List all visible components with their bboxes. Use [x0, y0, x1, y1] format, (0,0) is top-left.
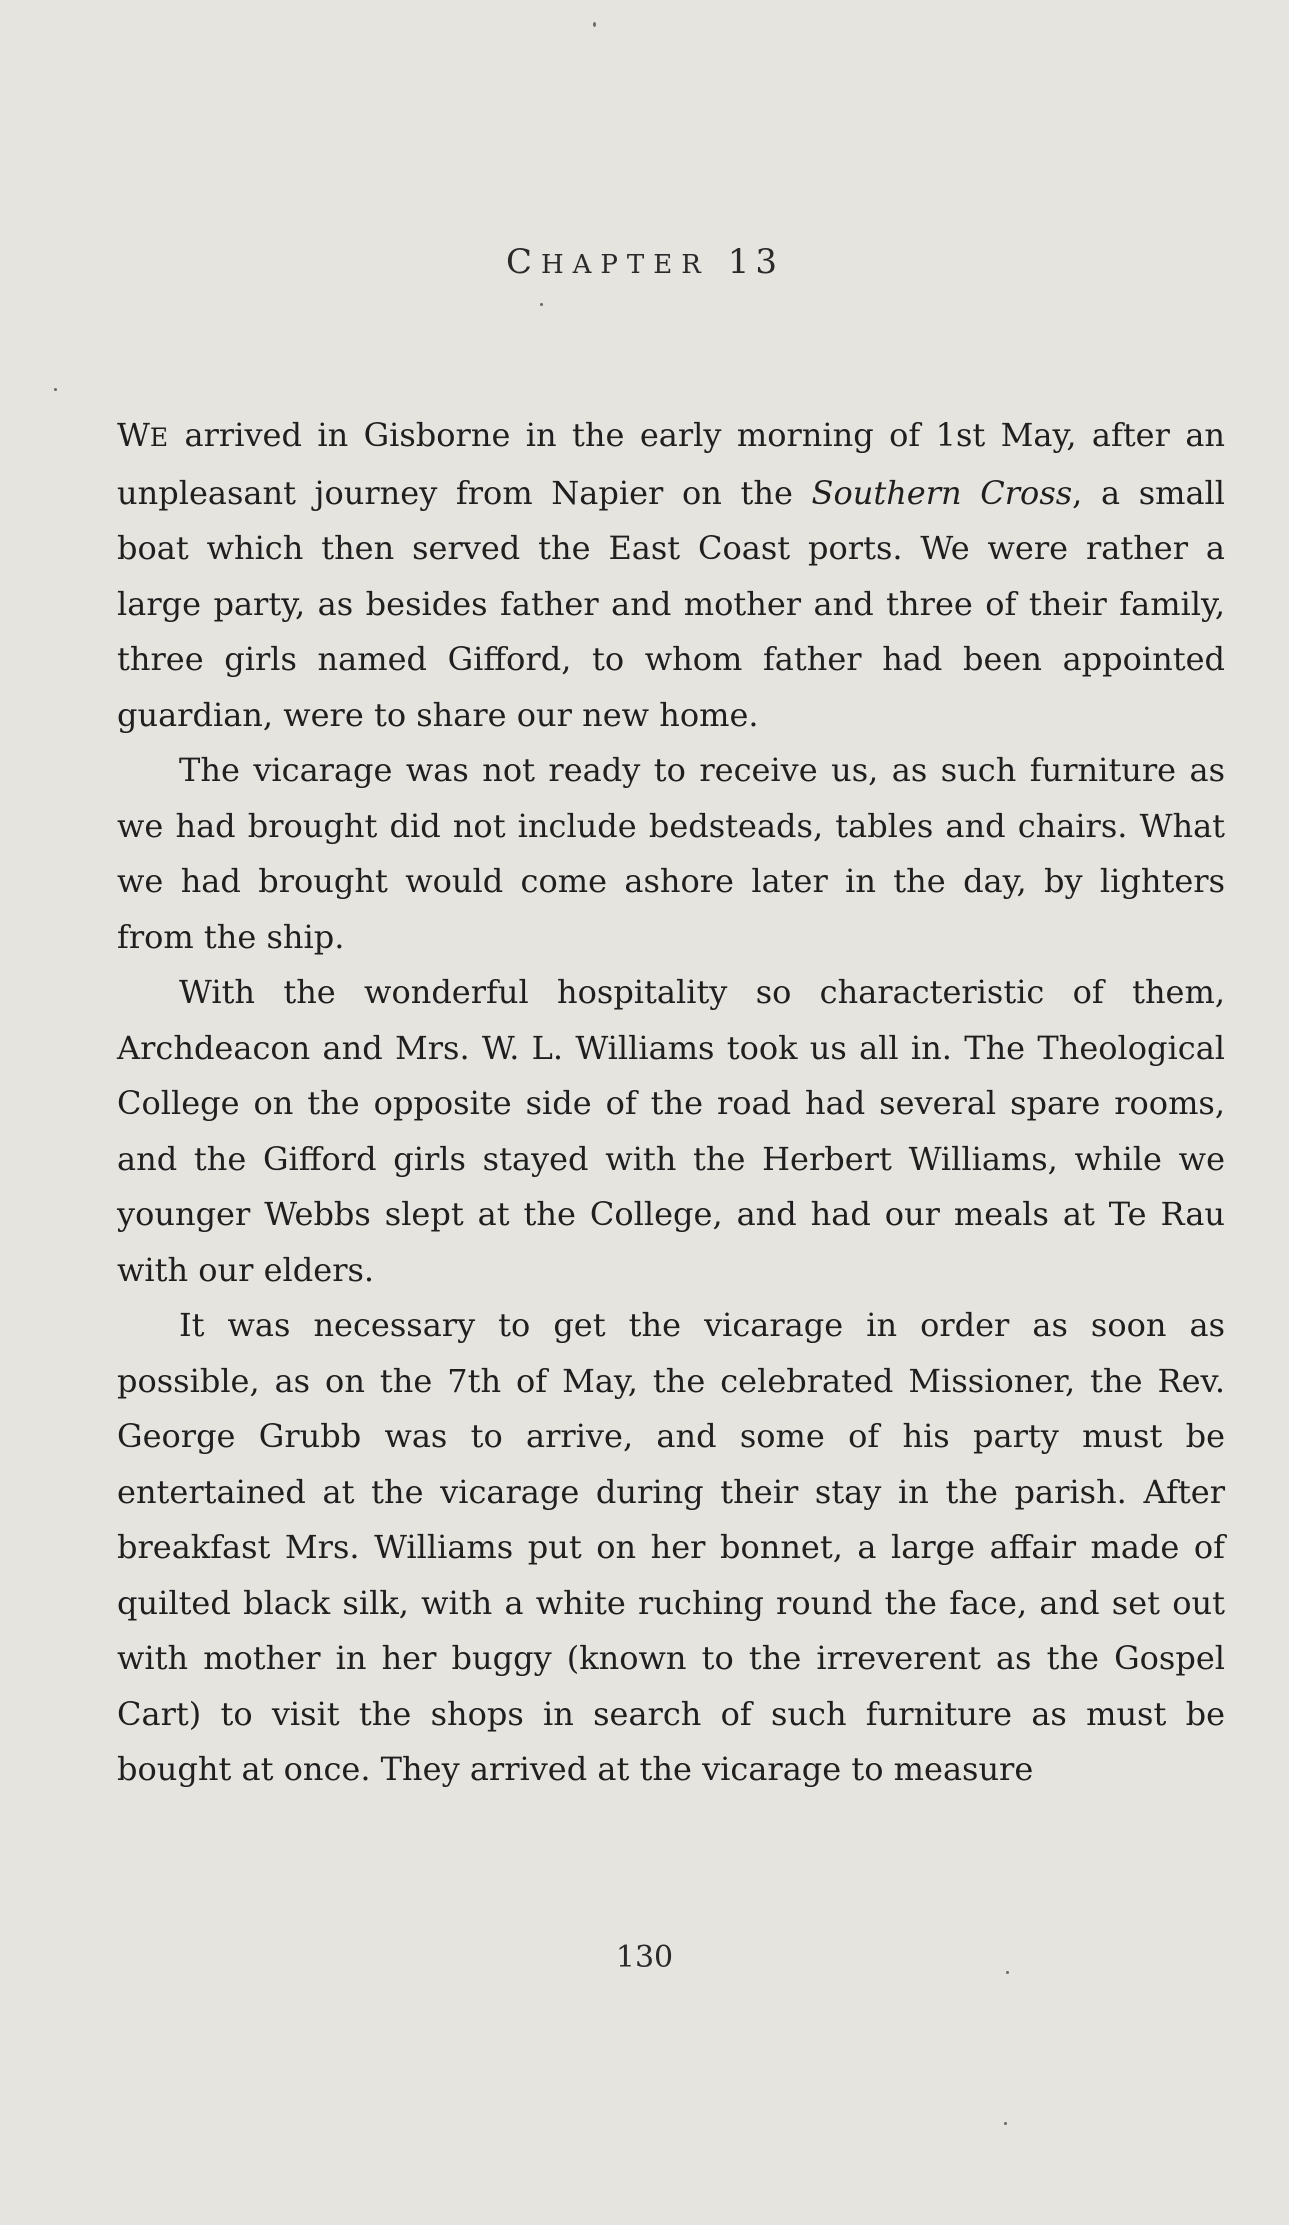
paper-speck	[1006, 1971, 1009, 1974]
paragraph-1-text-a: arrived in Gisborne in the early morning of 1st May, after an unpleasant journey from Napier on the	[117, 416, 1225, 512]
opening-word-rest: E	[149, 423, 170, 452]
chapter-body	[117, 408, 1225, 1798]
paragraph-1	[117, 408, 1225, 743]
paper-speck	[593, 22, 596, 27]
paragraph-1-text-b: , a small boat which then served the East Coast ports. We were rather a large party, as besides father and mother and three of their family, three girls named Gifford, to whom father had been appointed guardian, were to share our new home.	[117, 473, 1226, 734]
chapter-number: 13	[727, 242, 784, 282]
ship-name: Southern Cross	[811, 473, 1073, 512]
paragraph-3: With the wonderful hospitality so characteristic of them, Archdeacon and Mrs. W. L. Williams took us all in. The Theological College on the opposite side of the road had several spare rooms, and the Gifford girls stayed with the Herbert Williams, while we younger Webbs slept at the College, and had our meals at Te Rau with our elders.	[117, 973, 1225, 1289]
chapter-heading	[0, 242, 1289, 282]
page-number: 130	[615, 1940, 674, 1975]
paper-speck	[540, 303, 543, 306]
paper-speck	[54, 388, 57, 391]
chapter-heading-initial: C	[505, 242, 541, 282]
paragraph-2: The vicarage was not ready to receive us, as such furniture as we had brought did not include bedsteads, tables and chairs. What we had brought would come ashore later in the day, by lighters from the ship.	[117, 751, 1225, 956]
paper-speck	[1004, 2122, 1007, 2125]
chapter-heading-word: HAPTER	[540, 250, 710, 280]
opening-word-initial: W	[117, 416, 150, 454]
paragraph-4: It was necessary to get the vicarage in order as soon as possible, as on the 7th of May, the celebrated Missioner, the Rev. George Grubb was to arrive, and some of his party must be entertained at the vicarage during their stay in the parish. After breakfast Mrs. Williams put on her bonnet, a large affair made of quilted black silk, with a white ruching round the face, and set out with mother in her buggy (known to the irreverent as the Gospel Cart) to visit the shops in search of such furniture as must be bought at once. They arrived at the vicarage to measure	[117, 1306, 1225, 1788]
